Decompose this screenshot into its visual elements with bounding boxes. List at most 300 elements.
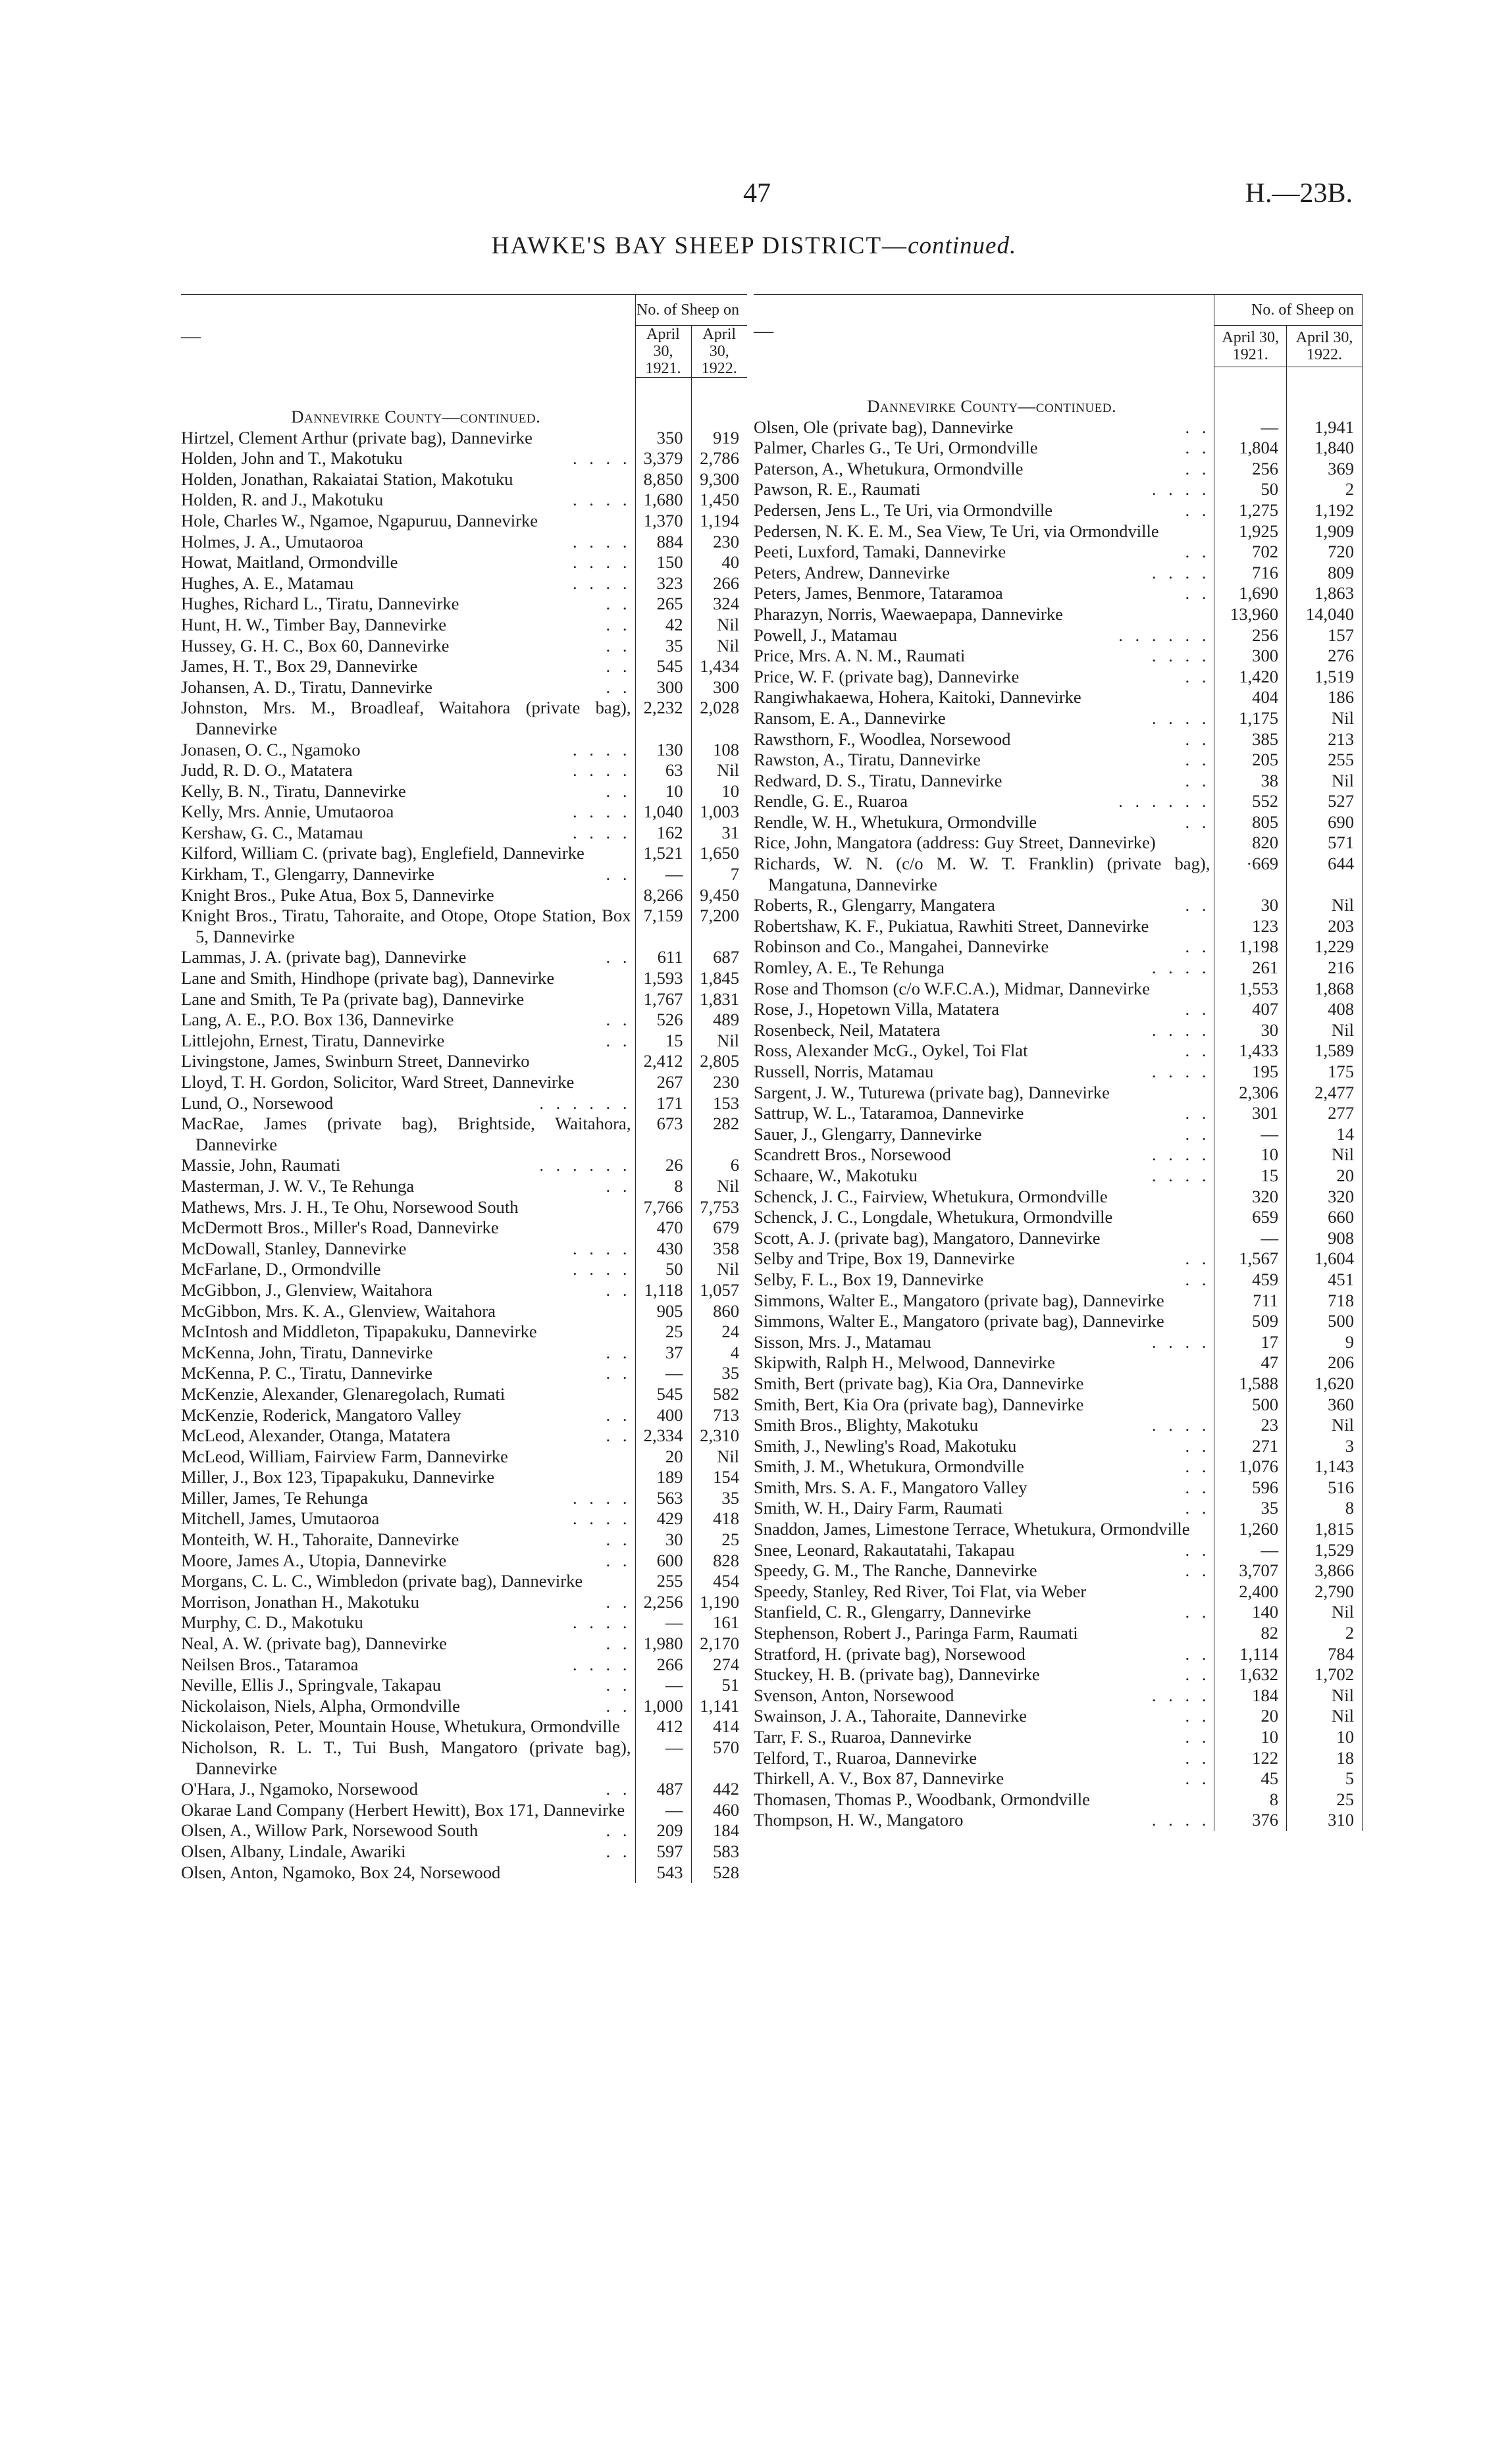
sheep-1921-cell: 545: [635, 1384, 691, 1405]
sheep-1922-cell: Nil: [717, 614, 740, 634]
leader-dots: . . . .: [572, 1238, 631, 1258]
table-row: [754, 1768, 1363, 1789]
sheep-1922-cell: 108: [713, 739, 740, 759]
county-heading: [181, 407, 635, 428]
sheep-1921-cell: 15: [635, 1031, 691, 1052]
owner-name: Tarr, F. S., Ruaroa, Dannevirke . .: [754, 1727, 1210, 1747]
table-row: [754, 1748, 1363, 1769]
owner-cell: [181, 656, 635, 677]
owner-name: Price, W. F. (private bag), Dannevirke . .: [754, 666, 1210, 686]
table-row: [754, 1248, 1363, 1270]
sheep-1922-cell: Nil: [1287, 1706, 1363, 1727]
sheep-1922-cell: 2,805: [700, 1051, 740, 1071]
sheep-1921-cell: 385: [1214, 729, 1287, 750]
sheep-1921-cell: 10: [635, 781, 691, 802]
sheep-1922-cell: 828: [713, 1550, 740, 1570]
table-row: [754, 937, 1363, 958]
owner-cell: [754, 1644, 1214, 1665]
sheep-1921-cell: 1,433: [1214, 1040, 1287, 1062]
owner-cell: [181, 573, 635, 594]
owner-cell: [181, 1280, 635, 1301]
leader-dots: . .: [606, 1529, 631, 1550]
sheep-1921-cell: 82: [1214, 1623, 1287, 1644]
sheep-1921-cell: 543: [635, 1862, 691, 1884]
sheep-1922-cell: 687: [713, 947, 740, 967]
table-row: [181, 1508, 747, 1529]
owner-name: Rangiwhakaewa, Hohera, Kaitoki, Dannevirke: [754, 687, 1081, 707]
left-column: [181, 294, 747, 1883]
table-row: [754, 1685, 1363, 1707]
page-number: 47: [743, 178, 771, 209]
leader-dots: . . . .: [1151, 646, 1210, 666]
sheep-1922-cell: 919: [713, 427, 740, 448]
owner-cell: [754, 625, 1214, 646]
sheep-1921-cell: 1,925: [1214, 521, 1287, 542]
owner-cell: [754, 1291, 1214, 1312]
sheep-1921-cell: 1,553: [1214, 979, 1287, 1000]
sheep-1922-cell: 25: [721, 1529, 740, 1550]
table-row: [754, 1644, 1363, 1665]
table-row: [181, 677, 747, 698]
owner-cell: [181, 1820, 635, 1841]
leader-dots: . .: [1185, 1123, 1210, 1144]
owner-name: Rice, John, Mangatora (address: Guy Street, Dannevirke): [754, 833, 1156, 853]
sheep-1922-cell: 1,845: [700, 968, 740, 988]
table-row: [754, 854, 1363, 895]
table-row: [754, 791, 1363, 812]
sheep-1922-cell: 206: [1287, 1352, 1363, 1373]
sheep-1921-cell: 1,260: [1214, 1519, 1287, 1540]
table-row: [754, 708, 1363, 729]
sheep-1922-cell: 720: [1287, 542, 1363, 563]
owner-name: Peters, James, Benmore, Tataramoa . .: [754, 583, 1210, 603]
sheep-1921-cell: 1,076: [1214, 1456, 1287, 1477]
sheep-1922-cell: 408: [1287, 999, 1363, 1020]
table-row: [181, 1820, 747, 1841]
owner-cell: [754, 1040, 1214, 1062]
leader-dots: . . . .: [1151, 958, 1210, 978]
owner-cell: [754, 979, 1214, 1000]
table-row: [754, 1395, 1363, 1416]
sheep-1921-cell: 45: [1214, 1768, 1287, 1789]
sheep-1921-cell: —: [635, 1800, 691, 1821]
sheep-1921-cell: 189: [635, 1467, 691, 1488]
sheep-1922-cell: 2: [1287, 479, 1363, 500]
sheep-1922-cell: 35: [721, 1487, 740, 1508]
sheep-1922-cell: Nil: [1287, 1685, 1363, 1707]
table-row: [181, 1675, 747, 1696]
leader-dots: . .: [606, 1820, 631, 1841]
owner-name: Hole, Charles W., Ngamoe, Ngapuruu, Dannevirke: [181, 510, 538, 530]
sheep-1922-cell: 1,194: [700, 510, 740, 530]
owner-name: McKenzie, Roderick, Mangatoro Valley . .: [181, 1404, 631, 1425]
table-row: [181, 1779, 747, 1800]
sheep-1922-cell: 500: [1287, 1311, 1363, 1332]
owner-name: Livingstone, James, Swinburn Street, Dannevirko: [181, 1051, 530, 1071]
table-row: [181, 1592, 747, 1613]
owner-cell: [754, 1540, 1214, 1561]
sheep-1922-cell: 20: [1287, 1166, 1363, 1187]
leader-dots: . .: [1185, 937, 1210, 957]
owner-cell: [181, 1010, 635, 1031]
table-row: [754, 1270, 1363, 1291]
table-row: [754, 729, 1363, 750]
sheep-1921-cell: 429: [635, 1508, 691, 1529]
sheep-1922-cell: 1,650: [700, 843, 740, 863]
leader-dots: . .: [606, 1841, 631, 1861]
leader-dots: . .: [1185, 895, 1210, 915]
owner-name: Holmes, J. A., Umutaoroa . . . .: [181, 531, 631, 552]
sheep-1922-cell: 8: [1287, 1498, 1363, 1519]
owner-name: Smith, Bert, Kia Ora (private bag), Dannevirke: [754, 1394, 1084, 1414]
owner-name: Olsen, A., Willow Park, Norsewood South . .: [181, 1820, 631, 1841]
owner-cell: [181, 781, 635, 802]
sheep-1922-cell: 7: [730, 864, 740, 885]
table-row: [181, 1155, 747, 1176]
owner-name: Knight Bros., Puke Atua, Box 5, Dannevirke: [181, 885, 494, 905]
sheep-1921-cell: 716: [1214, 563, 1287, 584]
owner-name: McKenzie, Alexander, Glenaregolach, Rumati: [181, 1383, 506, 1404]
table-row: [754, 1124, 1363, 1145]
table-row: [754, 1103, 1363, 1124]
owner-name: Nicholson, R. L. T., Tui Bush, Mangatoro (private bag), Dannevirke: [181, 1737, 631, 1778]
table-row: [181, 636, 747, 657]
owner-name: Kershaw, G. C., Matamau . . . .: [181, 822, 631, 842]
leader-dots: . .: [1185, 1456, 1210, 1477]
leader-dots: . . . .: [572, 822, 631, 842]
table-row: [754, 1810, 1363, 1831]
owner-cell: [181, 1051, 635, 1072]
sheep-1921-cell: 1,690: [1214, 583, 1287, 604]
sheep-1922-cell: 1,909: [1287, 521, 1363, 542]
owner-name: Selby, F. L., Box 19, Dannevirke . .: [754, 1269, 1210, 1289]
sheep-1921-cell: 1,521: [635, 843, 691, 864]
table-row: [181, 573, 747, 594]
sheep-1922-cell: 277: [1287, 1103, 1363, 1124]
sheep-1922-cell: 51: [721, 1675, 740, 1695]
owner-cell: [754, 479, 1214, 500]
owner-cell: [754, 1270, 1214, 1291]
owner-name: Lane and Smith, Hindhope (private bag), Dannevirke: [181, 968, 555, 988]
table-header-row: [754, 295, 1363, 326]
sheep-1921-cell: 195: [1214, 1062, 1287, 1083]
leader-dots: . .: [606, 614, 631, 634]
owner-cell: [754, 937, 1214, 958]
owner-name: Scandrett Bros., Norsewood . . . .: [754, 1144, 1210, 1165]
leader-dots: . .: [1185, 1664, 1210, 1685]
sheep-1922-cell: 1,057: [700, 1279, 740, 1300]
leader-dots: . .: [1185, 1269, 1210, 1289]
sheep-1921-cell: 1,980: [635, 1633, 691, 1655]
owner-cell: [181, 1508, 635, 1529]
table-row: [181, 1655, 747, 1676]
sheep-1921-cell: 10: [1214, 1727, 1287, 1748]
sheep-1921-cell: 130: [635, 740, 691, 761]
sheep-table-right: [754, 294, 1363, 1831]
owner-name: Stephenson, Robert J., Paringa Farm, Raumati: [754, 1623, 1078, 1643]
table-row: [181, 864, 747, 885]
owner-name: Stanfield, C. R., Glengarry, Dannevirke . .: [754, 1602, 1210, 1622]
owner-name: Nickolaison, Peter, Mountain House, Whetukura, Ormondville: [181, 1716, 620, 1737]
table-row: [754, 1789, 1363, 1810]
table-row: [181, 656, 747, 677]
leader-dots: . .: [606, 635, 631, 655]
table-row: [181, 1529, 747, 1551]
owner-name: Johansen, A. D., Tiratu, Dannevirke . .: [181, 677, 631, 697]
table-row: [181, 1343, 747, 1364]
sheep-1922-cell: Nil: [1287, 895, 1363, 916]
sheep-1921-cell: 2,256: [635, 1592, 691, 1613]
owner-name: Smith, W. H., Dairy Farm, Raumati . .: [754, 1498, 1210, 1518]
table-row: [754, 1727, 1363, 1748]
leader-dots: . .: [606, 594, 631, 614]
table-row: [181, 1612, 747, 1633]
sheep-table-left-body: [181, 295, 747, 1884]
table-row: [754, 1498, 1363, 1519]
sheep-1922-cell: 282: [713, 1114, 740, 1134]
table-row: [181, 1363, 747, 1384]
table-row: [754, 1144, 1363, 1166]
owner-cell: [181, 428, 635, 449]
owner-cell: [181, 885, 635, 906]
owner-name: Lang, A. E., P.O. Box 136, Dannevirke . .: [181, 1010, 631, 1030]
owner-cell: [754, 1062, 1214, 1083]
sheep-1921-cell: 8,850: [635, 469, 691, 490]
sheep-1921-cell: 905: [635, 1301, 691, 1322]
owner-cell: [754, 916, 1214, 937]
table-row: [181, 760, 747, 781]
owner-name: Thompson, H. W., Mangatoro . . . .: [754, 1810, 1210, 1830]
sheep-1921-cell: —: [635, 1612, 691, 1633]
sheep-1922-cell: 1,529: [1287, 1540, 1363, 1561]
owner-cell: [754, 1124, 1214, 1145]
table-row: [181, 1551, 747, 1572]
sheep-1921-cell: —: [635, 1675, 691, 1696]
owner-cell: [754, 1623, 1214, 1644]
leader-dots: . .: [606, 1550, 631, 1570]
sheep-1922-cell: Nil: [717, 1030, 740, 1050]
leader-dots: . . . . . .: [539, 1092, 631, 1113]
owner-cell: [181, 1571, 635, 1592]
owner-name: Olsen, Ole (private bag), Dannevirke . .: [754, 417, 1210, 437]
owner-cell: [181, 677, 635, 698]
sheep-1921-cell: 596: [1214, 1477, 1287, 1499]
owner-cell: [181, 906, 635, 947]
owner-cell: [181, 511, 635, 532]
owner-name: Neilsen Bros., Tataramoa . . . .: [181, 1654, 631, 1674]
table-row: [754, 1664, 1363, 1685]
owner-name: Howat, Maitland, Ormondville . . . .: [181, 552, 631, 573]
sheep-1922-cell: Nil: [717, 1259, 740, 1279]
leader-dots: . . . .: [572, 1654, 631, 1674]
owner-cell: [181, 1363, 635, 1384]
sheep-1921-cell: 597: [635, 1841, 691, 1862]
owner-cell: [181, 1405, 635, 1426]
table-row: [754, 1519, 1363, 1540]
owner-cell: [754, 1207, 1214, 1228]
sheep-1921-cell: 1,000: [635, 1696, 691, 1717]
owner-name: Kelly, Mrs. Annie, Umutaoroa . . . .: [181, 802, 631, 822]
owner-name: Roberts, R., Glengarry, Mangatera . .: [754, 895, 1210, 915]
table-row: [181, 1571, 747, 1592]
owner-cell: [754, 1810, 1214, 1831]
leader-dots: . .: [1185, 417, 1210, 437]
sheep-1921-cell: —: [1214, 1228, 1287, 1249]
sheep-1922-cell: 583: [713, 1841, 740, 1861]
leader-dots: . .: [606, 1591, 631, 1612]
table-row: [181, 490, 747, 511]
owner-cell: [181, 1155, 635, 1176]
table-row: [181, 469, 747, 490]
leader-dots: . .: [1185, 1498, 1210, 1518]
sheep-1921-cell: 26: [635, 1155, 691, 1176]
sheep-1922-cell: 460: [713, 1799, 740, 1820]
leader-dots: . . . . . .: [1118, 791, 1210, 811]
table-row: [754, 1560, 1363, 1581]
leader-dots: . .: [606, 947, 631, 967]
sheep-1922-cell: 310: [1287, 1810, 1363, 1831]
owner-name: Robertshaw, K. F., Pukiatua, Rawhiti Street, Dannevirke: [754, 915, 1149, 936]
table-row: [754, 750, 1363, 771]
owner-cell: [754, 1560, 1214, 1581]
table-row: [754, 604, 1363, 625]
owner-cell: [181, 760, 635, 781]
sheep-1921-cell: 122: [1214, 1748, 1287, 1769]
sheep-1922-cell: 9,300: [700, 469, 740, 489]
sheep-1921-cell: 7,766: [635, 1197, 691, 1218]
sheep-1922-cell: 1,143: [1287, 1456, 1363, 1477]
sheep-1921-cell: 209: [635, 1820, 691, 1841]
table-row: [754, 1020, 1363, 1041]
owner-name: McIntosh and Middleton, Tipapakuku, Dannevirke: [181, 1322, 537, 1342]
table-row: [754, 916, 1363, 937]
leader-dots: . . . .: [1151, 1062, 1210, 1081]
owner-cell: [181, 1488, 635, 1509]
sheep-1922-cell: 10: [721, 781, 740, 801]
year-1921-header: April 30, 1921.: [635, 326, 691, 378]
owner-name: Svenson, Anton, Norsewood . . . .: [754, 1685, 1210, 1705]
owner-name: James, H. T., Box 29, Dannevirke . .: [181, 656, 631, 677]
sheep-1922-cell: 1,192: [1287, 500, 1363, 521]
owner-name: Rendle, G. E., Ruaroa . . . . . .: [754, 791, 1210, 811]
owner-name: Peeti, Luxford, Tamaki, Dannevirke . .: [754, 542, 1210, 562]
sheep-1921-cell: 50: [1214, 479, 1287, 500]
sheep-1922-cell: 360: [1287, 1395, 1363, 1416]
sheep-1922-cell: 570: [713, 1737, 740, 1757]
sheep-1921-cell: 702: [1214, 542, 1287, 563]
table-row: [181, 1862, 747, 1884]
owner-name: Snaddon, James, Limestone Terrace, Whetukura, Ormondville: [754, 1519, 1190, 1539]
leader-dots: . .: [1185, 1727, 1210, 1747]
table-row: [181, 1093, 747, 1114]
county-heading-row: [754, 396, 1363, 417]
leader-dots: . .: [1185, 1248, 1210, 1269]
table-row: [181, 428, 747, 449]
table-row: [754, 417, 1363, 438]
sheep-1921-cell: —: [1214, 1540, 1287, 1561]
leader-dots: . .: [1185, 1643, 1210, 1664]
table-row: [754, 1083, 1363, 1104]
leader-dots: . . . .: [572, 1487, 631, 1508]
sheep-1921-cell: 430: [635, 1239, 691, 1260]
table-row: [181, 1176, 747, 1197]
owner-name: Smith, J. M., Whetukura, Ormondville . .: [754, 1456, 1210, 1477]
table-row: [181, 802, 747, 823]
owner-name: Kelly, B. N., Tiratu, Dannevirke . .: [181, 781, 631, 801]
sheep-1922-cell: 24: [721, 1322, 740, 1342]
leader-dots: . . . .: [572, 448, 631, 469]
leader-dots: . . . .: [572, 1508, 631, 1529]
sheep-1921-cell: 500: [1214, 1395, 1287, 1416]
sheep-1921-cell: 38: [1214, 771, 1287, 792]
owner-cell: [754, 895, 1214, 916]
table-row: [754, 667, 1363, 688]
owner-cell: [181, 1862, 635, 1884]
sheep-1921-cell: 350: [635, 428, 691, 449]
leader-dots: . . . .: [1151, 1019, 1210, 1040]
table-row: [181, 1280, 747, 1301]
year-1922-header: April 30, 1922.: [1287, 326, 1363, 367]
sheep-1922-cell: 14: [1287, 1124, 1363, 1145]
owner-cell: [754, 1332, 1214, 1353]
owner-cell: [754, 521, 1214, 542]
sheep-1921-cell: 1,593: [635, 968, 691, 989]
owner-cell: [181, 1675, 635, 1696]
sheep-1922-cell: 14,040: [1287, 604, 1363, 625]
sheep-1921-cell: 1,680: [635, 490, 691, 511]
sheep-1921-cell: 8: [635, 1176, 691, 1197]
sheep-1921-cell: 1,198: [1214, 937, 1287, 958]
owner-name: Speedy, Stanley, Red River, Toi Flat, via Weber: [754, 1581, 1087, 1601]
owner-name: Johnston, Mrs. M., Broadleaf, Waitahora (private bag), Dannevirke: [181, 698, 631, 738]
sheep-1922-cell: 1,229: [1287, 937, 1363, 958]
owner-name: Schaare, W., Makotuku . . . .: [754, 1165, 1210, 1185]
owner-name: Schenck, J. C., Fairview, Whetukura, Ormondville: [754, 1186, 1108, 1206]
table-header-row: [181, 295, 747, 326]
table-row: [181, 1239, 747, 1260]
county-heading-row: [181, 407, 747, 428]
table-row: [181, 1218, 747, 1239]
owner-cell: [754, 1436, 1214, 1457]
sheep-1921-cell: —: [1214, 417, 1287, 438]
owner-name: McDowall, Stanley, Dannevirke . . . .: [181, 1238, 631, 1258]
owner-name: Smith, J., Newling's Road, Makotuku . .: [754, 1435, 1210, 1456]
leader-dots: . .: [1185, 811, 1210, 832]
table-row: [754, 1228, 1363, 1249]
owner-name: Thomasen, Thomas P., Woodbank, Ormondville: [754, 1789, 1090, 1809]
owner-name: Miller, James, Te Rehunga . . . .: [181, 1487, 631, 1508]
table-row: [181, 1384, 747, 1405]
sheep-1921-cell: —: [635, 864, 691, 885]
sheep-1921-cell: 1,632: [1214, 1664, 1287, 1685]
table-row: [754, 1166, 1363, 1187]
sheep-1921-cell: 1,370: [635, 511, 691, 532]
table-row: [754, 1706, 1363, 1727]
sheep-1922-cell: 1,702: [1287, 1664, 1363, 1685]
year-1921-header: April 30, 1921.: [1214, 326, 1287, 367]
owner-cell: [754, 1415, 1214, 1436]
sheep-1921-cell: 205: [1214, 750, 1287, 771]
sheep-1922-cell: 266: [713, 573, 740, 593]
owner-name: McGibbon, Mrs. K. A., Glenview, Waitahora: [181, 1300, 496, 1321]
sheep-1922-cell: 230: [713, 531, 740, 552]
leader-dots: . . . .: [1151, 1165, 1210, 1185]
sheep-1921-cell: 300: [1214, 646, 1287, 667]
sheep-1922-cell: 1,863: [1287, 583, 1363, 604]
table-row: [181, 532, 747, 553]
sheep-1922-cell: 203: [1287, 916, 1363, 937]
sheep-1922-cell: 1,620: [1287, 1373, 1363, 1395]
